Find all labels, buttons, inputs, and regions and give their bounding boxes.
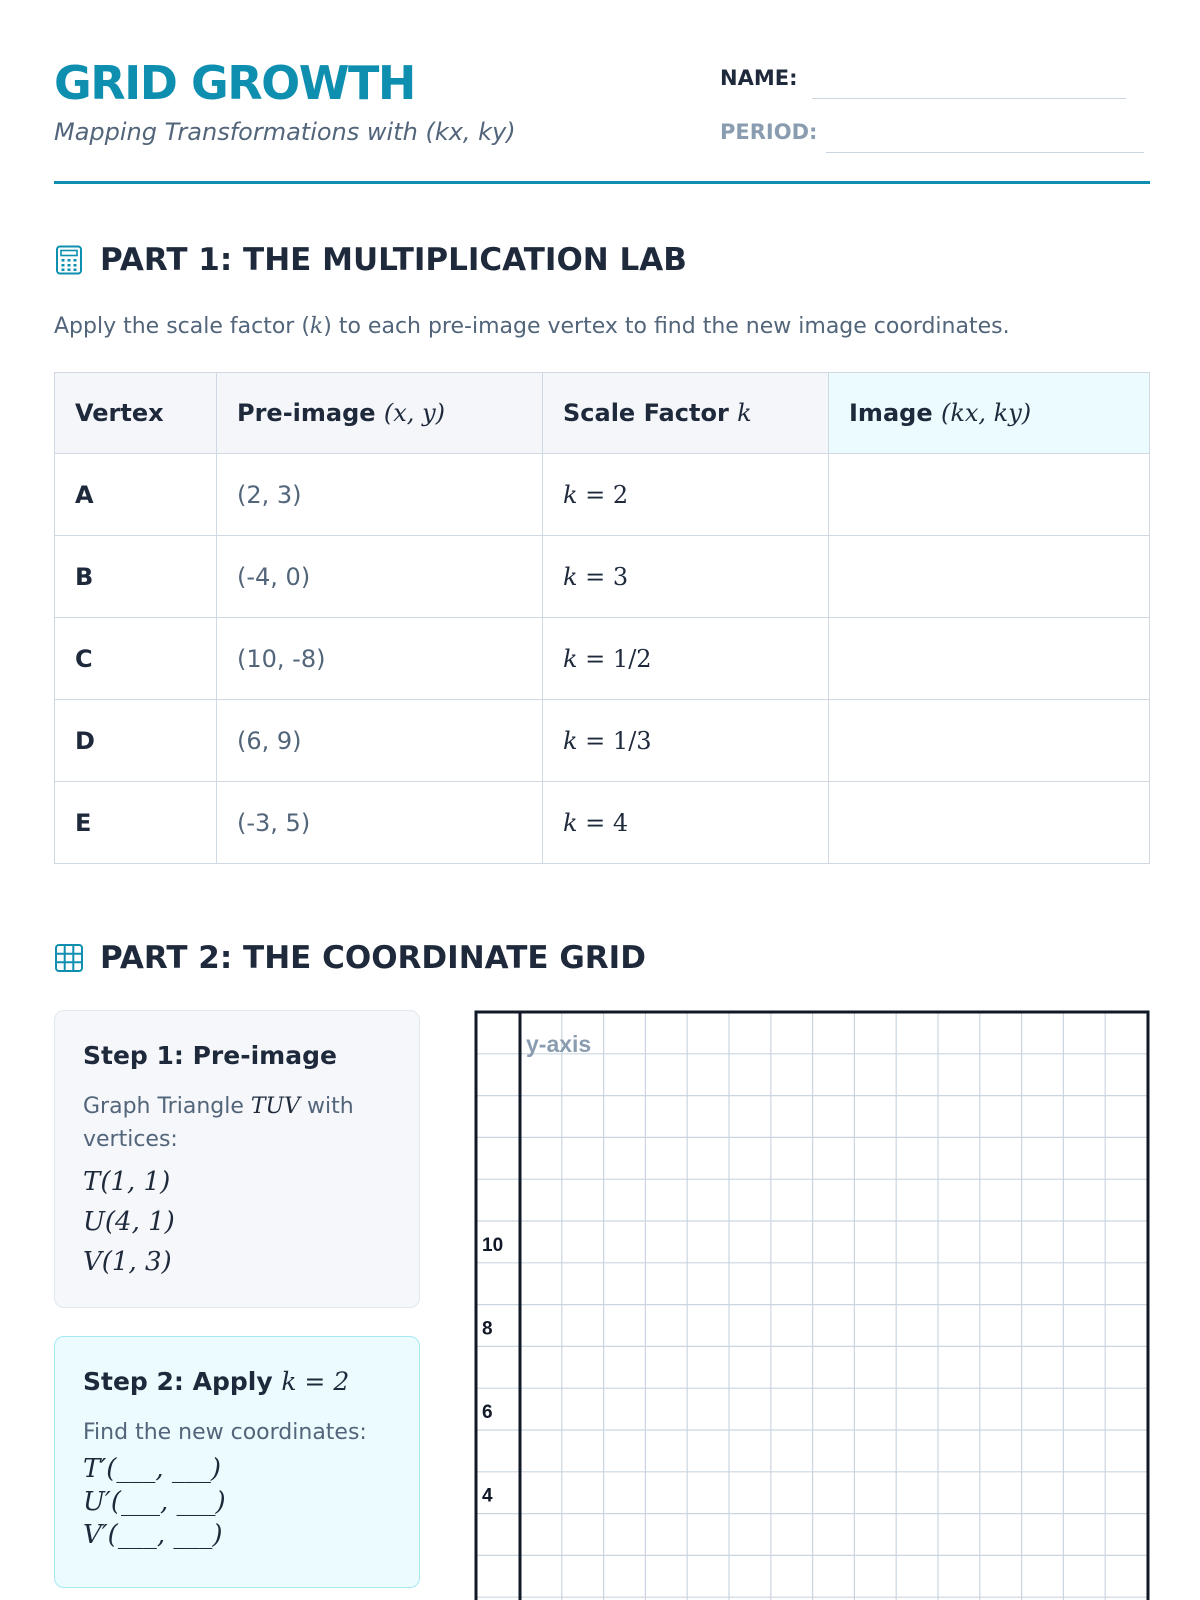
vertex-cell: E — [55, 782, 217, 864]
step1-vertex-list — [83, 1162, 391, 1282]
name-label: NAME: — [720, 66, 798, 90]
name-field[interactable] — [812, 98, 1126, 99]
table-row — [55, 782, 1150, 864]
pre-image-cell: (10, -8) — [217, 618, 543, 700]
step2-title-math: k = 2 — [281, 1367, 350, 1396]
step1-card — [54, 1010, 420, 1308]
step2-instructions: Find the new coordinates: — [83, 1420, 367, 1445]
scale-factor-cell: k = 2 — [543, 454, 829, 536]
vertex-u: U(4, 1) — [83, 1207, 175, 1237]
worksheet-title: GRID GROWTH — [54, 56, 415, 110]
answer-blank-v[interactable]: V′(___, ___) — [83, 1520, 223, 1550]
part1-title: PART 1: THE MULTIPLICATION LAB — [100, 242, 687, 278]
y-tick-label: 8 — [482, 1318, 493, 1340]
table-row — [55, 700, 1150, 782]
pre-image-cell: (2, 3) — [217, 454, 543, 536]
table-row — [55, 536, 1150, 618]
part2-title: PART 2: THE COORDINATE GRID — [100, 940, 646, 976]
scale-factor-value: 1/2 — [612, 644, 652, 673]
scale-factor-value: 2 — [612, 480, 629, 509]
part1-instructions — [54, 314, 1010, 339]
period-label: PERIOD: — [720, 120, 818, 144]
step1-instructions — [83, 1090, 391, 1156]
step1-title: Step 1: Pre-image — [83, 1041, 337, 1070]
pre-image-cell: (-3, 5) — [217, 782, 543, 864]
image-answer-cell[interactable] — [829, 536, 1150, 618]
scale-factor-cell: k = 3 — [543, 536, 829, 618]
scale-factor-value: 4 — [612, 808, 629, 837]
image-answer-cell[interactable] — [829, 454, 1150, 536]
intro-text-start: Apply the scale factor ( — [54, 314, 310, 339]
vertex-cell: A — [55, 454, 217, 536]
triangle-name: TUV — [250, 1094, 300, 1119]
scale-factor-cell: k = 4 — [543, 782, 829, 864]
pre-image-header-label: Pre-image — [237, 399, 384, 427]
y-tick-label: 4 — [482, 1485, 493, 1507]
multiplication-table — [54, 372, 1150, 864]
pre-image-cell: (6, 9) — [217, 700, 543, 782]
scale-factor-cell: k = 1/2 — [543, 618, 829, 700]
step2-blank-list — [83, 1453, 391, 1552]
pre-image-cell: (-4, 0) — [217, 536, 543, 618]
step2-card — [54, 1336, 420, 1588]
y-tick-label: 6 — [482, 1402, 493, 1423]
pre-image-header-math: (x, y) — [383, 399, 445, 427]
scale-factor-value: 3 — [612, 562, 629, 591]
vertex-header: Vertex — [55, 373, 217, 454]
answer-blank-t[interactable]: T′(___, ___) — [83, 1454, 222, 1484]
table-header-row — [55, 373, 1150, 454]
intro-k-symbol: k — [309, 314, 324, 339]
scale-factor-cell: k = 1/3 — [543, 700, 829, 782]
scale-factor-header-label: Scale Factor — [563, 399, 738, 427]
worksheet-header — [54, 56, 1150, 184]
coordinate-grid-svg[interactable] — [474, 1010, 1150, 1600]
vertex-t: T(1, 1) — [83, 1167, 171, 1197]
scale-factor-header — [543, 373, 829, 454]
part2-heading — [54, 940, 646, 976]
step1-text-start: Graph Triangle — [83, 1094, 251, 1119]
image-header — [829, 373, 1150, 454]
pre-image-header — [217, 373, 543, 454]
intro-text-end: ) to each pre-image vertex to find the new image coordinates. — [323, 314, 1010, 339]
worksheet-subtitle: Mapping Transformations with (kx, ky) — [54, 118, 516, 146]
y-tick-label: 10 — [482, 1234, 504, 1256]
step2-title — [83, 1367, 391, 1396]
part1-heading — [54, 242, 687, 278]
grid-icon — [54, 943, 84, 973]
table-row — [55, 454, 1150, 536]
y-axis-label: y-axis — [526, 1031, 592, 1057]
image-answer-cell[interactable] — [829, 782, 1150, 864]
step2-title-label: Step 2: Apply — [83, 1367, 282, 1396]
answer-blank-u[interactable]: U′(___, ___) — [83, 1487, 226, 1517]
vertex-v: V(1, 3) — [83, 1247, 172, 1277]
calculator-icon — [54, 245, 84, 275]
vertex-cell: C — [55, 618, 217, 700]
scale-factor-header-math: k — [737, 399, 752, 427]
image-answer-cell[interactable] — [829, 618, 1150, 700]
vertex-cell: B — [55, 536, 217, 618]
image-header-math: (kx, ky) — [940, 399, 1032, 427]
table-row — [55, 618, 1150, 700]
scale-factor-value: 1/3 — [612, 726, 652, 755]
image-header-label: Image — [849, 399, 941, 427]
image-answer-cell[interactable] — [829, 700, 1150, 782]
vertex-cell: D — [55, 700, 217, 782]
step1-text-end: with vertices: — [83, 1094, 354, 1152]
period-field[interactable] — [826, 152, 1144, 153]
coordinate-grid[interactable] — [474, 1010, 1150, 1600]
